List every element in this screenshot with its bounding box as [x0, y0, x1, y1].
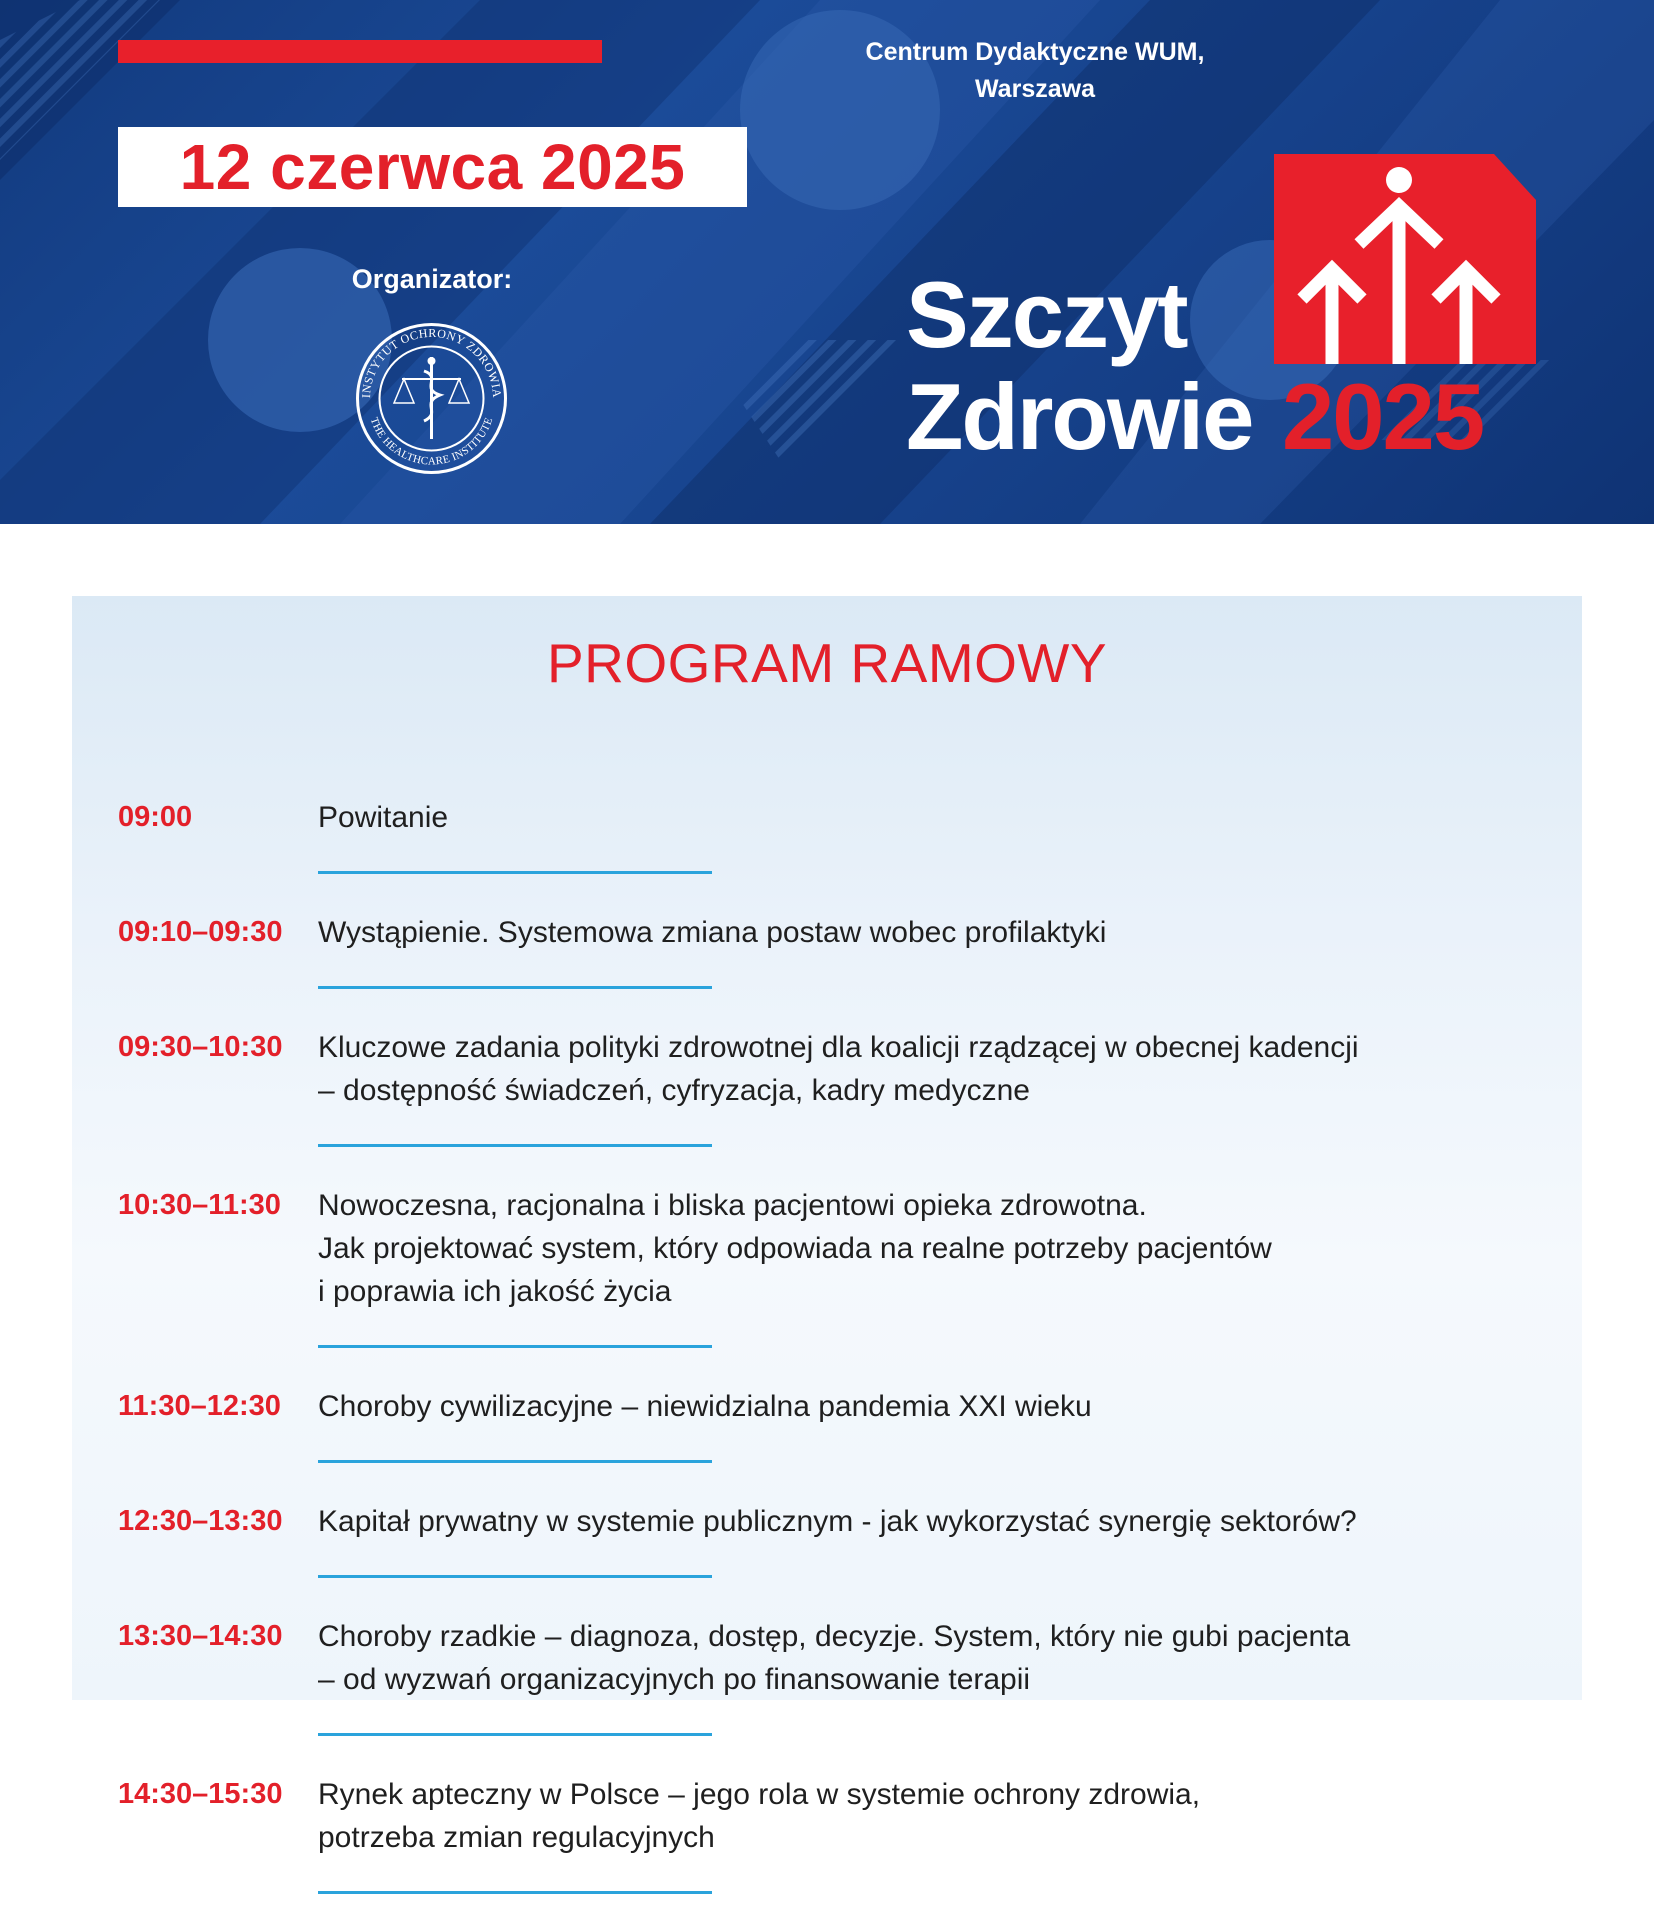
- agenda-separator: [318, 1144, 712, 1147]
- summit-logo-mark: [1274, 154, 1536, 364]
- header-banner: [0, 0, 1654, 524]
- agenda-item: [118, 1615, 1558, 1736]
- agenda-item-title: [318, 1615, 1558, 1701]
- agenda-item: [118, 1385, 1558, 1463]
- agenda-item-title: [318, 911, 1558, 954]
- agenda-separator: [318, 1891, 712, 1894]
- logo-text-szczyt: Szczyt: [906, 262, 1187, 367]
- agenda-item: [118, 1026, 1558, 1147]
- agenda-item-title-line: Wystąpienie. Systemowa zmiana postaw wobec profilaktyki: [318, 916, 1107, 949]
- agenda-item-time: 09:10–09:30: [118, 916, 283, 948]
- agenda-list: [118, 796, 1558, 1931]
- agenda-item: [118, 1184, 1558, 1348]
- agenda-item: [118, 1773, 1558, 1894]
- agenda-item-title-line: Powitanie: [318, 801, 449, 834]
- agenda-separator: [318, 986, 712, 989]
- agenda-item-time: 11:30–12:30: [118, 1390, 281, 1422]
- healthcare-institute-seal-logo: [354, 321, 509, 476]
- agenda-separator: [318, 1345, 712, 1348]
- agenda-item-title: [318, 1026, 1558, 1112]
- agenda-item: [118, 911, 1558, 989]
- program-title: PROGRAM RAMOWY: [546, 632, 1108, 694]
- agenda-separator: [318, 1460, 712, 1463]
- agenda-separator: [318, 1733, 712, 1736]
- date-box: [118, 127, 747, 207]
- agenda-separator: [318, 871, 712, 874]
- venue-line-2: Warszawa: [975, 75, 1095, 103]
- agenda-item-time: 10:30–11:30: [118, 1189, 281, 1221]
- agenda-item-title-line: – dostępność świadczeń, cyfryzacja, kadry medyczne: [318, 1074, 1030, 1107]
- agenda-item-title-line: Jak projektować system, który odpowiada na realne potrzeby pacjentów: [318, 1232, 1272, 1265]
- agenda-item: [118, 1500, 1558, 1578]
- agenda-item-time: 09:00: [118, 801, 193, 833]
- agenda-item-title-line: Rynek apteczny w Polsce – jego rola w systemie ochrony zdrowia,: [318, 1778, 1201, 1811]
- agenda-item-title-line: Kapitał prywatny w systemie publicznym - jak wykorzystać synergię sektorów?: [318, 1505, 1357, 1538]
- agenda-item-title-line: potrzeba zmian regulacyjnych: [318, 1821, 715, 1854]
- agenda-item-time: 12:30–13:30: [118, 1505, 283, 1537]
- svg-text:INSTYTUT OCHRONY ZDROWIA: INSTYTUT OCHRONY ZDROWIA: [358, 325, 505, 399]
- agenda-item-title: [318, 1385, 1558, 1428]
- agenda-item-title-line: Nowoczesna, racjonalna i bliska pacjentowi opieka zdrowotna.: [318, 1189, 1147, 1222]
- agenda-item-title-line: Choroby cywilizacyjne – niewidzialna pandemia XXI wieku: [318, 1390, 1092, 1423]
- agenda-item-time: 09:30–10:30: [118, 1031, 283, 1063]
- red-accent-bar: [118, 40, 602, 63]
- logo-text-year: 2025: [1282, 364, 1484, 469]
- agenda-item: [118, 796, 1558, 874]
- agenda-item-title-line: – od wyzwań organizacyjnych po finansowanie terapii: [318, 1663, 1031, 1696]
- program-panel: [72, 596, 1582, 1854]
- logo-text-zdrowie: Zdrowie: [906, 364, 1253, 469]
- event-date: 12 czerwca 2025: [179, 131, 686, 203]
- agenda-item-title: [318, 796, 1558, 839]
- agenda-item-time: 14:30–15:30: [118, 1778, 283, 1810]
- agenda-item-title-line: Choroby rzadkie – diagnoza, dostęp, decyzje. System, który nie gubi pacjenta: [318, 1620, 1351, 1653]
- agenda-separator: [318, 1575, 712, 1578]
- agenda-item-title: [318, 1184, 1558, 1313]
- agenda-item-title-line: i poprawia ich jakość życia: [318, 1275, 672, 1308]
- venue-line-1: Centrum Dydaktyczne WUM,: [865, 38, 1205, 66]
- agenda-item-title: [318, 1500, 1558, 1543]
- agenda-item-title-line: Kluczowe zadania polityki zdrowotnej dla koalicji rządzącej w obecnej kadencji: [318, 1031, 1359, 1064]
- venue-text: [800, 34, 1270, 108]
- agenda-item-title: [318, 1773, 1558, 1859]
- agenda-item-time: 13:30–14:30: [118, 1620, 283, 1652]
- organizer-label: Organizator:: [351, 264, 513, 294]
- svg-text:THE HEALTHCARE INSTITUTE: THE HEALTHCARE INSTITUTE: [367, 415, 496, 468]
